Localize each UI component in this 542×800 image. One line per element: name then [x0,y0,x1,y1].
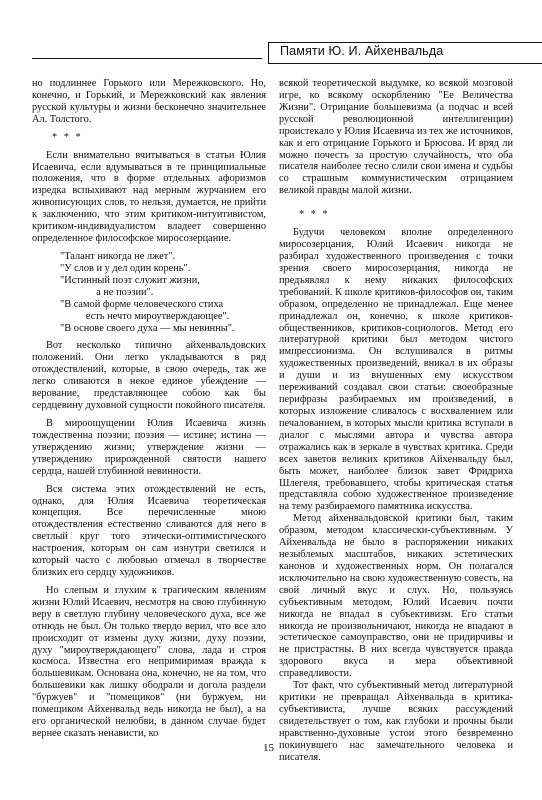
paragraph: Метод айхенвальдовской критики был, таким образом, методом классически-субъективным. У Айхенвальда не было в распоряжении никаких незыблемых масштабов, никаких эстетических канонов и художественных норм. Он полагался исключительно на свою художественную совесть, на свой личный вкус и слух. Но, пользуясь субъективным методом, Юлий Исаевич почти никогда не впадал в субъективизм. Его статьи никогда не произвольничают, никогда не впадают в эстетическое самоуправство, они не придирчивы и не пристрастны. В них всегда чувствуется правда здорового вкуса и мера объективной справедливости. [279,513,513,680]
quote-line: а не поэзии". [60,286,154,298]
quote-line: "В самой форме человеческого стиха [60,298,224,310]
right-column [279,78,513,764]
paragraph: Но слепым и глухим к трагическим явлениям жизни Юлий Исаевич, несмотря на свою глубинную веру в светлую глубину человеческого духа, все же отнюдь не был. Он только твердо верил, что все зло происходит от измены духу жизни, духу поэзии, духу "мироутверждающего" слова, лада и строя космоса. Известна его непримиримая вражда к большевикам. Основана она, конечно, не на том, что большевики как лишку ободрали и догола раздели "буржуев" и "помещиков" (ни буржуем, ни помещиком Айхенвальд ведь никогда не был), а на его органической нелюбви, в данном случае будет вернее сказать ненависти, ко [32,584,266,740]
section-separator: * * * [299,209,330,221]
running-header-title: Памяти Ю. И. Айхенвальда [280,44,444,58]
paragraph: В мироощущении Юлия Исаевича жизнь тождественна поэзии; поэзия — истине; истина — утверждению жизни; утверждение жизни — утверждению прирожденной святости нашего сердца, нашей глубинной невинности. [32,417,266,477]
header-rule [32,58,262,59]
left-column [32,78,266,740]
paragraph: Тот факт, что субъективный метод литературной критики не превращал Айхенвальда в критика-субъективиста, лучше всяких рассуждений свидетельствует о том, как глубоки и прочны были нравственно-духовные устои этого безвременно покинувшего нас замечательного человека и писателя. [279,680,513,763]
quote-line: "Истинный поэт служит жизни, [60,274,200,286]
paragraph: но подлиннее Горького или Мережковского. Но, конечно, и Горький, и Мережковский как явления русской культуры и жизни бесконечно значительнее Ал. Толстого. [32,78,266,125]
quote-line: "Талант никогда не лжет". [60,250,176,262]
paragraph: Вот несколько типично айхенвальдовских положений. Они легко укладываются в ряд отождествлений, которые, в свою очередь, так же легко сливаются в некое единое убеждение — верование, представляющее собою как бы сердцевину духовной сущности покойного писателя. [32,340,266,412]
paragraph: всякой теоретической выдумке, ко всякой мозговой игре, ко всякому оскорблению "Ее Величества Жизни". Отрицание большевизма (а подчас и всей русской революционной интеллигенции) проистекало у Юлия Исаевича из тех же источников, как и его отрицание Горького и Брюсова. И вряд ли можно почесть за простую случайность, что оба писателя наиболее тесно слили свои имена и судьбы со страшным коммунистическим отрицанием великой правды малой жизни. [279,78,514,197]
page-number: 15 [263,742,274,754]
quote-line: "У слов и у дел один корень". [60,262,191,274]
paragraph: Вся система этих отождествлений не есть, однако, для Юлия Исаевича теоретическая концепция. Все перечисленные мною отождествления естественно сливаются для него в светлый круг того этически-оптимистического настроения, которым он сам изнутри светился и который часто с любовью отмечал в творчестве близких его сердцу художников. [32,483,266,579]
quote-line: "В основе своего духа — мы невинны". [60,322,235,334]
section-separator: * * * [52,131,83,143]
quote-line: есть нечто мироутверждающее". [60,310,230,322]
paragraph: Если внимательно вчитываться в статьи Юлия Исаевича, если вдумываться в те принципиальные положения, что в форме отдельных афоризмов изредка вспыхивают над мерным журчанием его живописующих слов, то нельзя, думается, не прийти к заключению, что этим критиком-интуитивистом, критиком-индивидуалистом владеет совершенно определенное философское миросозерцание. [32,149,266,245]
paragraph: Будучи человеком вполне определенного миросозерцания, Юлий Исаевич никогда не разбирал художественного произведения с точки зрения своего миросозерцания, никогда не предъявлял к нему никаких философских требований. К школе критиков-философов он, таким образом, определенно не принадлежал. Еще менее принадлежал он, конечно, к школе критиков-общественников, критиков-социологов. Метод его литературной критики был методом чистого импрессионизма. Он вслушивался в ритмы художественных произведений, вникал в их образы и души и из внушенных ему искусством переживаний создавал свои статьи: своеобразные перифразы разбираемых им произведений, в которых изложение сливалось с восхвалением или печалованием, в которых мысли критика вступали в диалог с мыслями автора и чувства автора отражались как в зеркале в чувствах критика. Среди всех заветов великих критиков Айхенвальду был, быть может, наиболее близок завет Фридриха Шлегеля, требовавшего, чтобы критическая статья представляла собою художественное произведение на тему разбираемого памятника искусства. [279,227,513,513]
